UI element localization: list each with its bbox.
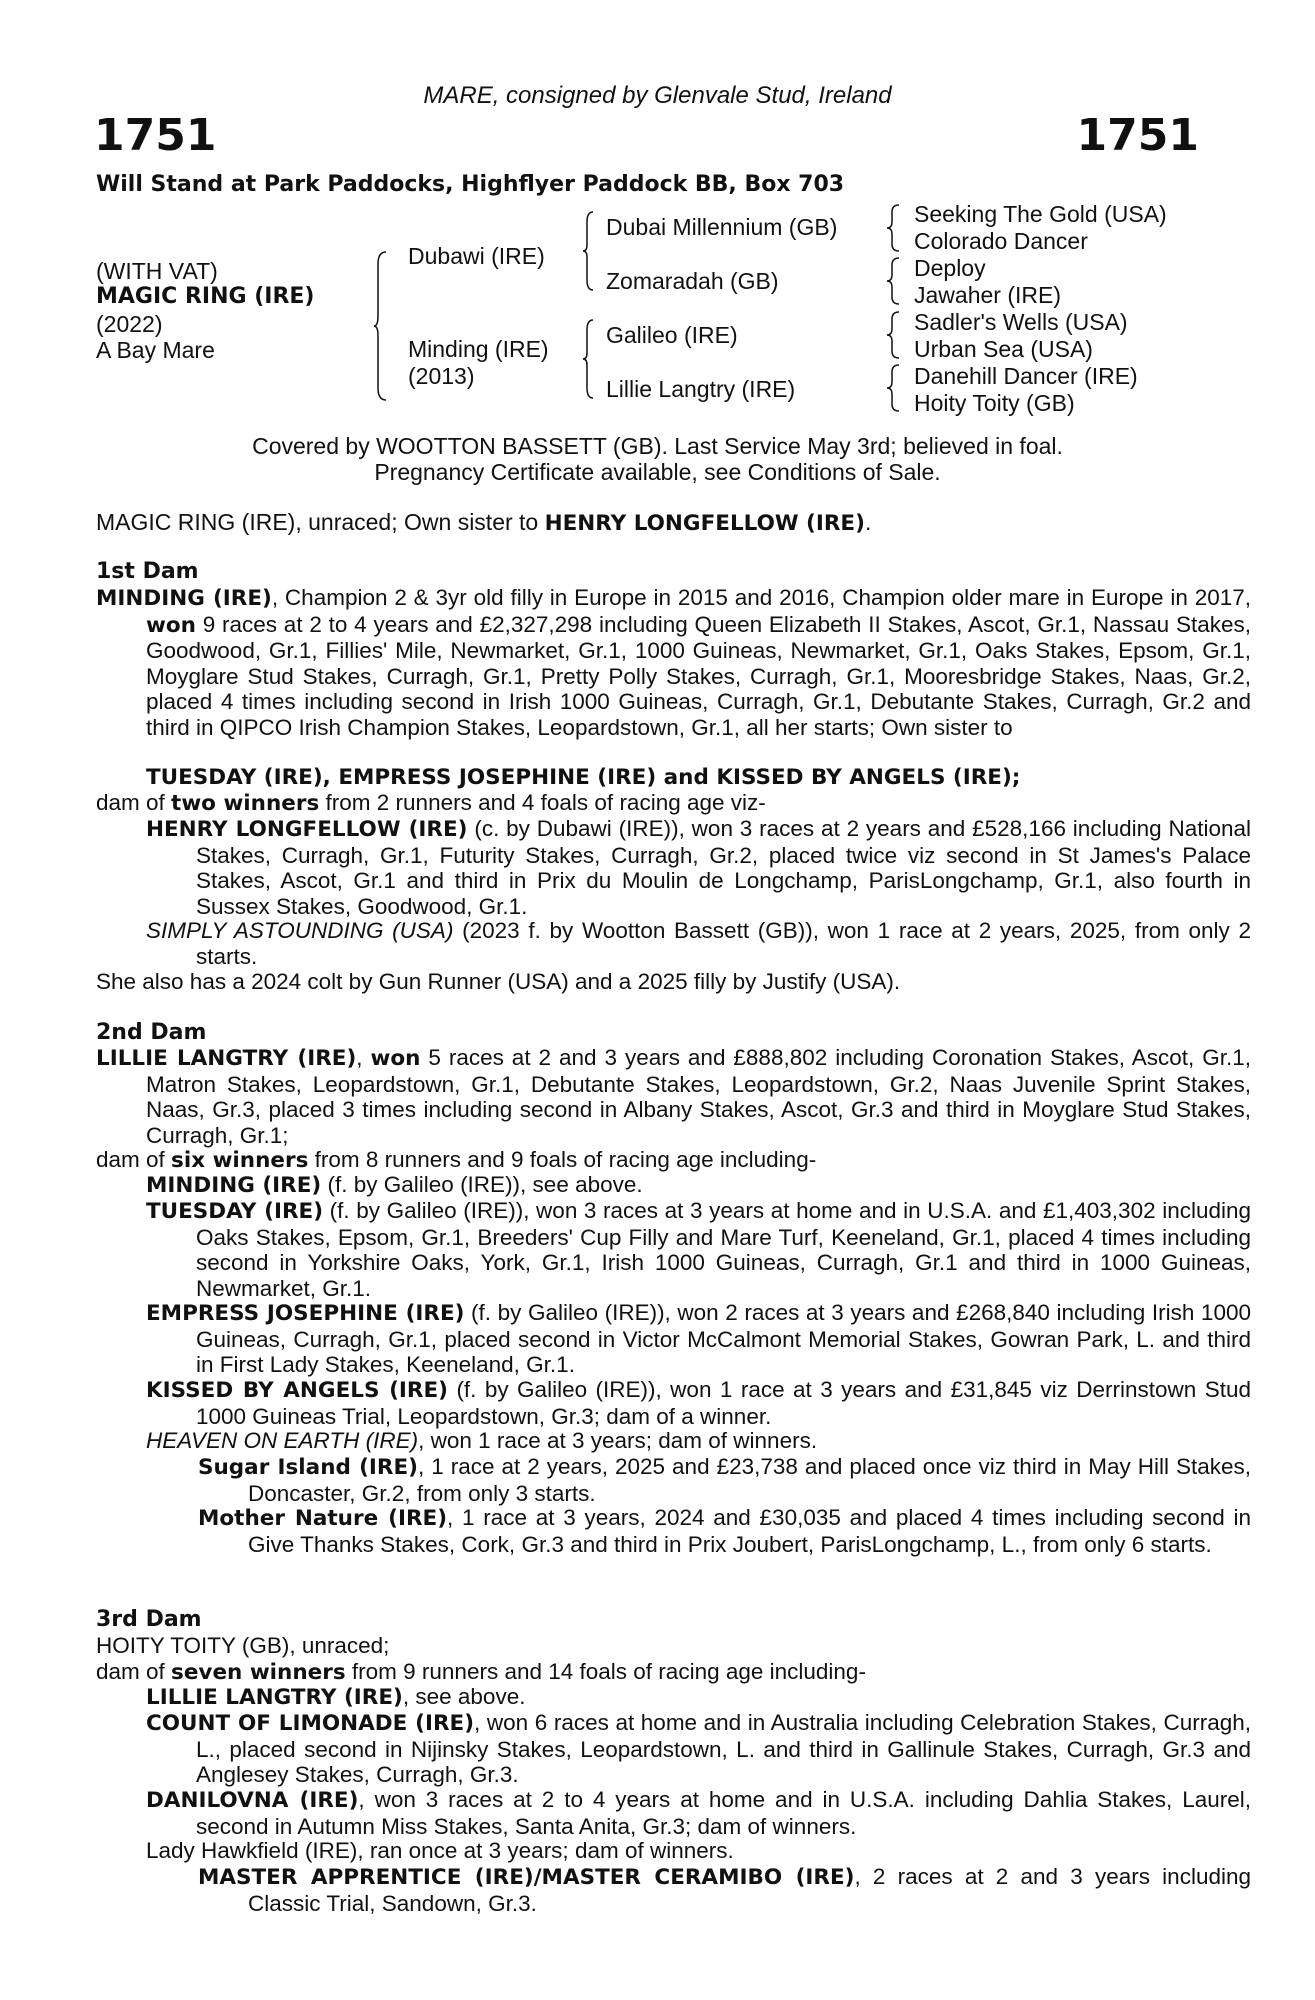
second-dam-progeny-3: EMPRESS JOSEPHINE (IRE) (f. by Galileo (IRE)), won 2 races at 3 years and £268,840 including Irish 1000 Guineas, Curragh, Gr.1, placed second in Victor McCalmont Memorial Stakes, Gowran Park, L. and third in First Lady Stakes, Keeneland, Gr.1. xyxy=(146,1300,1251,1378)
first-dam-produce-summary: dam of two winners from 2 runners and 4 foals of racing age viz- xyxy=(96,790,766,816)
first-dam-also: She also has a 2024 colt by Gun Runner (USA) and a 2025 filly by Justify (USA). xyxy=(96,969,901,994)
horse-name: MAGIC RING (IRE) xyxy=(96,284,315,309)
pedigree-gen4-1: Seeking The Gold (USA) xyxy=(914,201,1167,227)
first-dam-sisters: TUESDAY (IRE), EMPRESS JOSEPHINE (IRE) and KISSED BY ANGELS (IRE); xyxy=(146,765,1021,790)
horse-year: (2022) xyxy=(96,311,163,337)
second-dam-progeny-1: MINDING (IRE) (f. by Galileo (IRE)), see above. xyxy=(146,1172,643,1198)
third-dam-progeny-2: COUNT OF LIMONADE (IRE), won 6 races at home and in Australia including Celebration Stakes, Curragh, L., placed second in Nijinsky Stakes, Leopardstown, L. and third in Gallinule Stakes, Curragh, Gr.3 and Anglesey Stakes, Curragh, Gr.3. xyxy=(146,1710,1251,1788)
third-dam-heading: 3rd Dam xyxy=(96,1607,202,1632)
pedigree-gen4-4: Jawaher (IRE) xyxy=(914,282,1061,308)
second-dam-progeny-4: KISSED BY ANGELS (IRE) (f. by Galileo (IRE)), won 1 race at 3 years and £31,845 viz Derrinstown Stud 1000 Guineas Trial, Leopardstown, Gr.3; dam of a winner. xyxy=(146,1377,1251,1429)
pedigree-bracket-sire xyxy=(582,210,594,292)
intro-line: MAGIC RING (IRE), unraced; Own sister to HENRY LONGFELLOW (IRE). xyxy=(96,509,872,536)
pedigree-bracket-dam xyxy=(582,318,594,400)
covering-note: Covered by WOOTTON BASSETT (GB). Last Service May 3rd; believed in foal. xyxy=(252,433,1063,459)
pedigree-gen3-3: Galileo (IRE) xyxy=(606,322,738,348)
second-dam-grandprogeny-1: Sugar Island (IRE), 1 race at 2 years, 2025 and £23,738 and placed once viz third in May Hill Stakes, Doncaster, Gr.2, from only 3 starts. xyxy=(198,1454,1251,1506)
pedigree-gen4-3: Deploy xyxy=(914,255,986,281)
pedigree-sire: Dubawi (IRE) xyxy=(408,243,545,269)
pedigree-gen4-2: Colorado Dancer xyxy=(914,228,1088,254)
lot-number-right: 1751 xyxy=(1076,110,1199,161)
second-dam-progeny-5: HEAVEN ON EARTH (IRE), won 1 race at 3 years; dam of winners. xyxy=(146,1428,818,1453)
first-dam-heading: 1st Dam xyxy=(96,559,199,584)
stand-location: Will Stand at Park Paddocks, Highflyer Paddock BB, Box 703 xyxy=(96,172,845,197)
pedigree-gen4-6: Urban Sea (USA) xyxy=(914,336,1093,362)
second-dam-progeny-2: TUESDAY (IRE) (f. by Galileo (IRE)), won 3 races at 3 years at home and in U.S.A. and £1,403,302 including Oaks Stakes, Epsom, Gr.1, Breeders' Cup Filly and Mare Turf, Keeneland, Gr.1, placed 4 times including second in Yorkshire Oaks, York, Gr.1, Irish 1000 Guineas, Curragh, Gr.1 and third in 1000 Guineas, Newmarket, Gr.1. xyxy=(146,1198,1252,1301)
pedigree-dam: Minding (IRE) xyxy=(408,336,549,362)
lot-number-left: 1751 xyxy=(94,110,217,161)
first-dam-foal-1: HENRY LONGFELLOW (IRE) (c. by Dubawi (IRE)), won 3 races at 2 years and £528,166 including National Stakes, Curragh, Gr.1, Futurity Stakes, Curragh, Gr.2, placed twice viz second in St James's Palace Stakes, Ascot, Gr.1 and third in Prix du Moulin de Longchamp, ParisLongchamp, Gr.1, also fourth in Sussex Stakes, Goodwood, Gr.1. xyxy=(146,816,1251,919)
first-dam-foal-2: SIMPLY ASTOUNDING (USA) (2023 f. by Wootton Bassett (GB)), won 1 race at 2 years, 2025, from only 2 starts. xyxy=(146,918,1251,969)
consignor-line: MARE, consigned by Glenvale Stud, Ireland xyxy=(423,82,892,109)
pedigree-gen3-2: Zomaradah (GB) xyxy=(606,268,779,294)
third-dam-produce-summary: dam of seven winners from 9 runners and 14 foals of racing age including- xyxy=(96,1659,866,1685)
first-dam-paragraph: MINDING (IRE), Champion 2 & 3yr old filly in Europe in 2015 and 2016, Champion older mare in Europe in 2017, won 9 races at 2 to 4 years and £2,327,298 including Queen Elizabeth II Stakes, Ascot, Gr.1, Nassau Stakes, Goodwood, Gr.1, Fillies' Mile, Newmarket, Gr.1, 1000 Guineas, Newmarket, Gr.1, Oaks Stakes, Epsom, Gr.1, Moyglare Stud Stakes, Curragh, Gr.1, Pretty Polly Stakes, Curragh, Gr.1, Mooresbridge Stakes, Naas, Gr.2, placed 4 times including second in Irish 1000 Guineas, Curragh, Gr.1, Debutante Stakes, Curragh, Gr.2 and third in QIPCO Irish Champion Stakes, Leopardstown, Gr.1, all her starts; Own sister to xyxy=(96,585,1251,740)
second-dam-grandprogeny-2: Mother Nature (IRE), 1 race at 3 years, 2024 and £30,035 and placed 4 times including second in Give Thanks Stakes, Cork, Gr.3 and third in Prix Joubert, ParisLongchamp, L., from only 6 starts. xyxy=(198,1505,1251,1557)
pedigree-gen4-7: Danehill Dancer (IRE) xyxy=(914,363,1138,389)
third-dam-line: HOITY TOITY (GB), unraced; xyxy=(96,1633,390,1658)
pedigree-gen4-5: Sadler's Wells (USA) xyxy=(914,309,1128,335)
third-dam-grandprogeny-1: MASTER APPRENTICE (IRE)/MASTER CERAMIBO (IRE), 2 races at 2 and 3 years including Classic Trial, Sandown, Gr.3. xyxy=(198,1864,1251,1916)
pedigree-gen3-1: Dubai Millennium (GB) xyxy=(606,214,838,240)
third-dam-progeny-3: DANILOVNA (IRE), won 3 races at 2 to 4 years at home and in U.S.A. including Dahlia Stakes, Laurel, second in Autumn Miss Stakes, Santa Anita, Gr.3; dam of winners. xyxy=(146,1787,1251,1839)
third-dam-progeny-4: Lady Hawkfield (IRE), ran once at 3 years; dam of winners. xyxy=(146,1838,734,1863)
pedigree-bracket-g3-4 xyxy=(886,363,900,413)
second-dam-paragraph: LILLIE LANGTRY (IRE), won 5 races at 2 and 3 years and £888,802 including Coronation Stakes, Ascot, Gr.1, Matron Stakes, Leopardstown, Gr.1, Debutante Stakes, Leopardstown, Gr.2, Naas Juvenile Sprint Stakes, Naas, Gr.3, placed 3 times including second in Albany Stakes, Ascot, Gr.3 and third in Moyglare Stud Stakes, Curragh, Gr.1; xyxy=(96,1045,1251,1148)
pedigree-gen3-4: Lillie Langtry (IRE) xyxy=(606,376,796,402)
pedigree-bracket-g3-1 xyxy=(886,203,900,253)
pedigree-dam-year: (2013) xyxy=(408,363,475,389)
pedigree-gen4-8: Hoity Toity (GB) xyxy=(914,390,1075,416)
second-dam-produce-summary: dam of six winners from 8 runners and 9 foals of racing age including- xyxy=(96,1147,817,1173)
vat-note: (WITH VAT) xyxy=(96,258,218,284)
pedigree-bracket-g3-2 xyxy=(886,256,900,306)
second-dam-heading: 2nd Dam xyxy=(96,1020,207,1045)
third-dam-progeny-1: LILLIE LANGTRY (IRE), see above. xyxy=(146,1684,526,1710)
pedigree-bracket-main xyxy=(373,250,387,402)
pregnancy-note: Pregnancy Certificate available, see Conditions of Sale. xyxy=(374,459,941,485)
horse-description: A Bay Mare xyxy=(96,337,215,363)
pedigree-bracket-g3-3 xyxy=(886,310,900,360)
